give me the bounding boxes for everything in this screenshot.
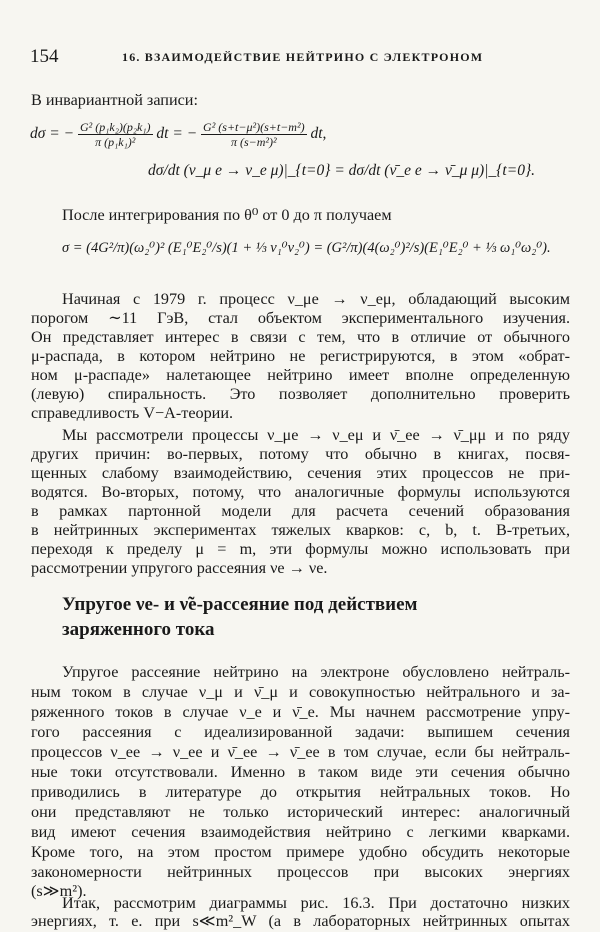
- para2-line: водятся. Во-вторых, потому, что аналогичные формулы используются: [31, 483, 570, 501]
- para1-line: Он представляет интерес в связи с тем, что в отличие от обычного: [31, 328, 570, 346]
- para3-line: гого рассеяния с идеализированной задачи: выпишем сечения: [31, 723, 570, 741]
- para3-line: (s≫m²).: [31, 882, 87, 900]
- para1-line: μ-распада, в котором нейтрино не регистрируются, в этом «обрат-: [31, 347, 570, 365]
- page-number: 154: [30, 46, 59, 67]
- para3-line: вид имеют сечения взаимодействия нейтрино с легкими кварками.: [31, 823, 570, 841]
- equation-3: σ = (4G²/π)(ω₂⁰)² (E₁⁰E₂⁰/s)(1 + ⅓ v₁⁰v₂⁰) = (G²/π)(4(ω₂⁰)²/s)(E₁⁰E₂⁰ + ⅓ ω₁⁰ω₂⁰).: [62, 240, 551, 256]
- eq1-frac1-num: G² (p₁k₂)(p₂k₁): [79, 120, 151, 134]
- para3-line: приводились в литературе до открытия нейтральных токов. Но: [31, 783, 570, 801]
- para2-line: Мы рассмотрели процессы ν_μe → ν_eμ и ν̄_ee → ν̄_μμ и по ряду: [62, 426, 570, 444]
- para3-line: ные токи отсутствовали. Именно в таком виде эти сечения обычно: [31, 763, 570, 781]
- equation-2: [148, 162, 535, 180]
- intro-line: В инвариантной записи:: [31, 91, 198, 109]
- para3-line: они представляют не только исторический интерес: аналогичный: [31, 803, 570, 821]
- para3-line: процессов ν_ee → ν_ee и ν̄_ee → ν̄_ee в том случае, если бы нейтраль-: [31, 743, 570, 761]
- eq1-frac2-num: G² (s+t−μ²)(s+t−m²): [203, 120, 305, 134]
- para4-line: энергиях, т. е. при s≪m²_W (а в лабораторных нейтринных опытах: [31, 912, 570, 930]
- running-title: 16. ВЗАИМОДЕЙСТВИЕ НЕЙТРИНО С ЭЛЕКТРОНОМ: [122, 50, 484, 64]
- para2-line: других причин: во-первых, потому что обычно в книгах, посвя-: [31, 445, 570, 463]
- para4-line: Итак, рассмотрим диаграммы рис. 16.3. При достаточно низких: [62, 894, 570, 912]
- para2-line: в рамках партонной модели для расчета сечений образования: [31, 502, 570, 520]
- para1-line: Начиная с 1979 г. процесс ν_μe → ν_eμ, обладающий высоким: [62, 290, 570, 308]
- equation-1: [30, 120, 326, 149]
- para3-line: Кроме того, на этом простом примере удобно обсудить некоторые: [31, 843, 570, 861]
- eq1-frac1-den: π (p₁k₁)²: [95, 135, 136, 149]
- eq1-frac1: [78, 120, 153, 149]
- para1-line: ном μ-распаде» налетающее нейтрино имеет вполне определенную: [31, 366, 570, 384]
- after-integration-line: После интегрирования по θ⁰ от 0 до π получаем: [62, 206, 392, 224]
- eq2-left: dσ/dt (ν_μ e → ν_e μ)|_{t=0}: [148, 162, 331, 179]
- para3-line: закономерности нейтринных процессов при высоких энергиях: [31, 863, 570, 881]
- para1-line: справедливость V−A-теории.: [31, 404, 234, 422]
- para3-line: ным током в случае ν_μ и ν̄_μ и совокупностью нейтрального и за-: [31, 683, 570, 701]
- page-header: [30, 46, 570, 68]
- eq1-mid: dt = −: [156, 125, 198, 143]
- eq1-frac2: [201, 120, 307, 149]
- para3-line: ряженного токов в случае ν_e и ν̄_e. Мы начнем рассмотрение упру-: [31, 703, 570, 721]
- eq1-lhs: dσ = −: [30, 125, 75, 143]
- eq2-right: = dσ/dt (ν̄_e e → ν̄_μ μ)|_{t=0}.: [334, 162, 536, 179]
- para2-line: щенных слабому взаимодействию, сечения этих процессов не при-: [31, 464, 570, 482]
- eq1-frac2-den: π (s−m²)²: [230, 135, 277, 149]
- para2-line: в нейтринных экспериментах тяжелых кварков: c, b, t. В-третьих,: [31, 521, 570, 539]
- para3-line: Упругое рассеяние нейтрино на электроне обусловлено нейтраль-: [62, 663, 570, 681]
- para1-line: (левую) спиральность. Это позволяет дополнительно проверить: [31, 385, 570, 403]
- para1-line: порогом ∼11 ГэВ, стал объектом экспериментального изучения.: [31, 309, 570, 327]
- para2-line: переходя к пределу μ = m, эти формулы можно использовать при: [31, 540, 570, 558]
- section-heading-line: заряженного тока: [62, 619, 215, 640]
- section-heading-line: Упругое νe- и ν̃e-рассеяние под действием: [62, 594, 418, 615]
- para2-line: рассмотрении упругого рассеяния νe → νe.: [31, 559, 328, 577]
- eq1-tail: dt,: [310, 125, 327, 143]
